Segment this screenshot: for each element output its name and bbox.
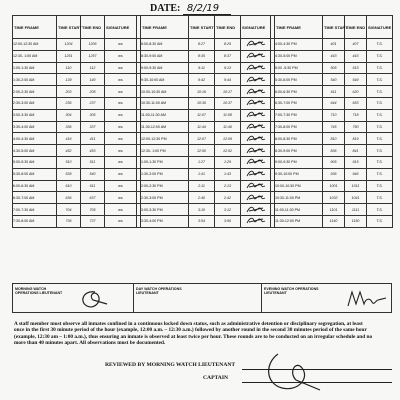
time-end-cell[interactable]: 2:42 (215, 192, 241, 204)
time-end-cell[interactable]: 620 (345, 86, 367, 98)
time-end-cell[interactable]: 9:13 (215, 62, 241, 74)
table-row (13, 97, 393, 109)
signature-cell[interactable]: ws (105, 62, 137, 74)
signature-cell[interactable]: ws (105, 204, 137, 216)
time-end-cell[interactable]: 411 (81, 133, 105, 145)
signature-cell[interactable] (241, 97, 271, 109)
initials-scribble (245, 193, 267, 202)
signature-cell[interactable] (241, 74, 271, 86)
time-start-cell[interactable]: 1:41 (189, 168, 215, 180)
time-frame-cell: 10:30-11:00 PM (275, 192, 323, 204)
date-label: DATE: (150, 3, 181, 14)
time-frame-cell: 5:30-6:00 AM (13, 168, 57, 180)
time-start-cell[interactable]: 1:27 (189, 156, 215, 168)
day-watch-box[interactable] (133, 284, 262, 312)
time-frame-cell: 11:00-11:30 AM (141, 109, 189, 121)
time-frame-cell: 7:00-7:30 PM (275, 109, 323, 121)
time-start-cell[interactable]: 636 (57, 192, 81, 204)
time-start-cell[interactable]: 510 (57, 156, 81, 168)
signature-cell[interactable] (241, 86, 271, 98)
time-end-cell[interactable]: 1206 (81, 39, 105, 51)
time-frame-cell: 8:00-8:30 AM (141, 39, 189, 51)
time-frame-cell: 8:00-8:30 PM (275, 133, 323, 145)
time-end-cell[interactable]: 718 (345, 109, 367, 121)
signature-cell[interactable]: ws (105, 156, 137, 168)
time-end-cell[interactable]: 2:13 (215, 180, 241, 192)
signature-cell[interactable]: T.S. (367, 133, 393, 145)
time-start-cell[interactable]: 1251 (57, 50, 81, 62)
time-frame-cell: 11:00-11:30 PM (275, 204, 323, 216)
signature-cell[interactable]: T.S. (367, 74, 393, 86)
table-row (13, 168, 393, 180)
watch-signature-row (12, 283, 392, 313)
time-end-cell[interactable]: 8:37 (215, 50, 241, 62)
time-start-cell[interactable]: 336 (57, 121, 81, 133)
time-frame-cell: 7:30-8:00 PM (275, 121, 323, 133)
signature-cell[interactable]: T.S. (367, 62, 393, 74)
time-frame-cell: 4:00-4:30 AM (13, 133, 57, 145)
time-frame-cell: 8:30-9:00 PM (275, 145, 323, 157)
signature-cell[interactable]: ws (105, 50, 137, 62)
initials-scribble (245, 63, 267, 72)
col-time-end: TIME END (215, 16, 241, 39)
time-start-cell[interactable]: 10:16 (189, 86, 215, 98)
time-end-cell[interactable]: 12:09 (215, 133, 241, 145)
time-frame-cell: 6:00-6:30 PM (275, 86, 323, 98)
date-value[interactable]: 8/2/19 (183, 3, 231, 15)
time-start-cell[interactable]: 1001 (323, 180, 345, 192)
signature-cell[interactable]: T.S. (367, 97, 393, 109)
time-end-cell[interactable]: 819 (345, 133, 367, 145)
initials-scribble (245, 110, 267, 119)
morning-signature-scribble (73, 286, 113, 312)
time-frame-cell: 11:30-12:00 AM (141, 121, 189, 133)
time-frame-cell: 2:00-2:30 PM (141, 180, 189, 192)
signature-cell[interactable] (241, 204, 271, 216)
col-time-end: TIME END (81, 16, 105, 39)
signature-cell[interactable]: ws (105, 215, 137, 227)
time-frame-cell: 6:30-7:00 AM (13, 192, 57, 204)
signature-cell[interactable]: ws (105, 109, 137, 121)
time-end-cell[interactable]: 653 (345, 97, 367, 109)
initials-scribble (245, 181, 267, 190)
table-row (13, 180, 393, 192)
time-end-cell[interactable]: 637 (81, 192, 105, 204)
time-frame-cell: 6:30-7:00 PM (275, 97, 323, 109)
signature-cell[interactable] (241, 145, 271, 157)
signature-cell[interactable] (241, 133, 271, 145)
time-start-cell[interactable]: 10:36 (189, 97, 215, 109)
time-frame-cell: 10:30-11:00 AM (141, 97, 189, 109)
time-end-cell[interactable]: 11:08 (215, 109, 241, 121)
time-start-cell[interactable]: 2:11 (189, 180, 215, 192)
time-end-cell[interactable]: 8:29 (215, 39, 241, 51)
signature-cell[interactable] (241, 39, 271, 51)
time-end-cell[interactable]: 1:29 (215, 156, 241, 168)
time-end-cell[interactable]: 750 (345, 121, 367, 133)
time-frame-cell: 1:30-2:00 AM (13, 74, 57, 86)
time-frame-cell: 4:00-4:30 PM (275, 39, 323, 51)
initials-scribble (245, 98, 267, 107)
col-time-start: TIME START (323, 16, 345, 39)
time-end-cell[interactable]: 305 (81, 109, 105, 121)
time-frame-cell: 1:30-2:00 PM (141, 168, 189, 180)
time-frame-cell: 5:00 -5:30 PM (275, 62, 323, 74)
time-start-cell[interactable]: 611 (323, 86, 345, 98)
time-start-cell[interactable]: 936 (323, 168, 345, 180)
time-start-cell[interactable]: 11:07 (189, 109, 215, 121)
time-frame-cell: 11:30-12:00 PM (275, 215, 323, 227)
time-end-cell[interactable]: 1041 (345, 192, 367, 204)
signature-cell[interactable] (241, 156, 271, 168)
time-frame-cell: 12:30- 1:00 AM (13, 50, 57, 62)
signature-cell[interactable]: ws (105, 145, 137, 157)
col-signature: SIGNATURE (105, 16, 137, 39)
initials-scribble (245, 51, 267, 60)
time-start-cell[interactable]: 539 (57, 168, 81, 180)
time-frame-cell: 9:30-10:00 PM (275, 168, 323, 180)
signature-cell[interactable]: T.S. (367, 86, 393, 98)
time-end-cell[interactable]: 12:52 (215, 145, 241, 157)
time-end-cell[interactable]: 1:43 (215, 168, 241, 180)
time-end-cell[interactable]: 3:12 (215, 204, 241, 216)
rounds-table-body (13, 39, 393, 228)
initials-scribble (245, 216, 267, 225)
time-start-cell[interactable]: 1032 (323, 192, 345, 204)
time-end-cell[interactable]: 841 (345, 145, 367, 157)
table-row (13, 145, 393, 157)
time-start-cell[interactable]: 12:07 (189, 133, 215, 145)
time-start-cell[interactable]: 9:42 (189, 74, 215, 86)
time-end-cell[interactable]: 9:44 (215, 74, 241, 86)
initials-scribble (245, 134, 267, 143)
time-end-cell[interactable]: 10:17 (215, 86, 241, 98)
time-frame-cell: 6:00-6:30 AM (13, 180, 57, 192)
time-end-cell[interactable]: 112 (81, 62, 105, 74)
time-start-cell[interactable]: 1140 (323, 215, 345, 227)
table-row (13, 215, 393, 227)
time-end-cell[interactable]: 443 (345, 50, 367, 62)
signature-cell[interactable]: ws (105, 192, 137, 204)
time-frame-cell: 3:00-3:30 AM (13, 109, 57, 121)
time-end-cell[interactable]: 611 (81, 180, 105, 192)
time-frame-cell: 10:00-10:30 AM (141, 86, 189, 98)
signature-cell[interactable]: T.S. (367, 192, 393, 204)
signature-cell[interactable]: T.S. (367, 204, 393, 216)
reviewer-signature-scribble (258, 350, 328, 394)
time-start-cell[interactable]: 1101 (323, 204, 345, 216)
col-time-frame: TIME FRAME (275, 16, 323, 39)
signature-cell[interactable] (241, 109, 271, 121)
initials-scribble (245, 157, 267, 166)
time-frame-cell: 3:00-3:30 PM (141, 204, 189, 216)
signature-cell[interactable]: ws (105, 39, 137, 51)
time-frame-cell: 9:30-10:00 AM (141, 74, 189, 86)
evening-watch-label: EVENING WATCH OPERATIONS LIEUTENANT (264, 287, 319, 296)
col-time-start: TIME START (57, 16, 81, 39)
time-frame-cell: 12:00-12:30 PM (141, 133, 189, 145)
initials-scribble (245, 205, 267, 214)
time-frame-cell: 3:30-4:00 PM (141, 215, 189, 227)
time-frame-cell: 8:30-9:00 AM (141, 50, 189, 62)
time-start-cell[interactable]: 1204 (57, 39, 81, 51)
time-start-cell[interactable]: 905 (323, 156, 345, 168)
signature-cell[interactable] (241, 168, 271, 180)
time-start-cell[interactable]: 736 (57, 215, 81, 227)
signature-cell[interactable]: T.S. (367, 215, 393, 227)
table-row (13, 204, 393, 216)
table-row (13, 39, 393, 51)
time-start-cell[interactable]: 836 (323, 145, 345, 157)
time-frame-cell: 4:30-5:00 PM (275, 50, 323, 62)
signature-cell[interactable]: ws (105, 168, 137, 180)
time-start-cell[interactable]: 610 (57, 180, 81, 192)
time-start-cell[interactable]: 236 (57, 97, 81, 109)
table-row (13, 74, 393, 86)
signature-cell[interactable]: T.S. (367, 156, 393, 168)
rounds-table (12, 15, 393, 228)
time-start-cell[interactable]: 12:50 (189, 145, 215, 157)
time-start-cell[interactable]: 2:40 (189, 192, 215, 204)
time-end-cell[interactable]: 453 (81, 145, 105, 157)
time-start-cell[interactable]: 745 (323, 121, 345, 133)
signature-cell[interactable] (241, 215, 271, 227)
time-end-cell[interactable]: 515 (345, 62, 367, 74)
time-frame-cell: 9:00-9:30 PM (275, 156, 323, 168)
table-row (13, 192, 393, 204)
time-start-cell[interactable]: 9:11 (189, 62, 215, 74)
time-end-cell[interactable]: 1011 (345, 180, 367, 192)
time-frame-cell: 3:30-4:00 AM (13, 121, 57, 133)
time-start-cell[interactable]: 704 (57, 204, 81, 216)
time-end-cell[interactable]: 1150 (345, 215, 367, 227)
signature-cell[interactable]: ws (105, 121, 137, 133)
time-end-cell[interactable]: 511 (81, 156, 105, 168)
time-start-cell[interactable]: 3:54 (189, 215, 215, 227)
initials-scribble (245, 146, 267, 155)
signature-cell[interactable]: ws (105, 133, 137, 145)
day-watch-label: DAY WATCH OPERATIONS LIEUTENANT (136, 287, 182, 296)
time-frame-cell: 12:00-12:30 AM (13, 39, 57, 51)
time-end-cell[interactable]: 337 (81, 121, 105, 133)
time-end-cell[interactable]: 737 (81, 215, 105, 227)
time-start-cell[interactable]: 8:27 (189, 39, 215, 51)
table-row (13, 156, 393, 168)
time-frame-cell: 5:30-6:00 PM (275, 74, 323, 86)
initials-scribble (245, 169, 267, 178)
evening-signature-scribble (346, 288, 388, 310)
initials-scribble (245, 39, 267, 48)
time-end-cell[interactable]: 540 (81, 168, 105, 180)
table-row (13, 86, 393, 98)
time-start-cell[interactable]: 203 (57, 86, 81, 98)
time-start-cell[interactable]: 110 (57, 62, 81, 74)
time-frame-cell: 12:30- 1:00 PM (141, 145, 189, 157)
time-start-cell[interactable]: 304 (57, 109, 81, 121)
time-end-cell[interactable]: 1111 (345, 204, 367, 216)
time-start-cell[interactable]: 416 (57, 133, 81, 145)
reviewed-by-label: REVIEWED BY MORNING WATCH LIEUTENANT (105, 362, 236, 368)
signature-cell[interactable]: ws (105, 74, 137, 86)
time-frame-cell: 7:00-7:30 AM (13, 204, 57, 216)
time-end-cell[interactable]: 205 (81, 86, 105, 98)
time-frame-cell: 1:00-1:30 PM (141, 156, 189, 168)
signature-cell[interactable] (241, 50, 271, 62)
signature-cell[interactable] (241, 192, 271, 204)
time-end-cell[interactable]: 1257 (81, 50, 105, 62)
time-end-cell[interactable]: 946 (345, 168, 367, 180)
time-frame-cell: 2:00-2:30 AM (13, 86, 57, 98)
signature-cell[interactable]: ws (105, 97, 137, 109)
col-signature: SIGNATURE (241, 16, 271, 39)
table-row (13, 62, 393, 74)
col-time-start: TIME START (189, 16, 215, 39)
table-row (13, 121, 393, 133)
signature-cell[interactable]: T.S. (367, 180, 393, 192)
instructions-text: A staff member must observe all inmates confined in a continuous locked down status, such as administrative detention or disciplinary segregation, at least once in the first 30 minute period of the hour (example, 12:00 a.m. – 12:30 a.m.) followed by another round in the second 30 minutes period of the same hour (example, 12:30 am – 1:00 a.m.), thus ensuring an inmate is observed at least twice per hour. These rounds are to be conducted on an irregular schedule and no more than 40 minutes apart. All observations must be documented. (14, 321, 373, 347)
time-start-cell[interactable]: 139 (57, 74, 81, 86)
time-end-cell[interactable]: 407 (345, 39, 367, 51)
signature-cell[interactable]: T.S. (367, 50, 393, 62)
time-frame-cell: 10:00-10:30 PM (275, 180, 323, 192)
time-frame-cell: 7:30-8:00 AM (13, 215, 57, 227)
table-row (13, 133, 393, 145)
morning-watch-box[interactable] (13, 284, 133, 312)
signature-cell[interactable]: T.S. (367, 145, 393, 157)
time-start-cell[interactable]: 443 (323, 50, 345, 62)
signature-cell[interactable] (241, 62, 271, 74)
time-start-cell[interactable]: 401 (323, 39, 345, 51)
time-start-cell[interactable]: 11:44 (189, 121, 215, 133)
date-header (150, 3, 231, 15)
time-frame-cell: 9:00-9:30 AM (141, 62, 189, 74)
time-frame-cell: 1:00-1:30 AM (13, 62, 57, 74)
time-start-cell[interactable]: 452 (57, 145, 81, 157)
time-end-cell[interactable]: 11:46 (215, 121, 241, 133)
initials-scribble (245, 87, 267, 96)
time-frame-cell: 2:30-3:00 AM (13, 97, 57, 109)
signature-cell[interactable] (241, 180, 271, 192)
time-end-cell[interactable]: 549 (345, 74, 367, 86)
evening-watch-box[interactable] (261, 284, 392, 312)
time-end-cell[interactable]: 10:37 (215, 97, 241, 109)
signature-cell[interactable]: ws (105, 180, 137, 192)
time-start-cell[interactable]: 810 (323, 133, 345, 145)
signature-cell[interactable]: T.S. (367, 121, 393, 133)
time-end-cell[interactable]: 3:56 (215, 215, 241, 227)
captain-signature-line[interactable] (242, 382, 392, 383)
time-end-cell[interactable]: 140 (81, 74, 105, 86)
time-start-cell[interactable]: 540 (323, 74, 345, 86)
table-row (13, 109, 393, 121)
col-time-frame: TIME FRAME (13, 16, 57, 39)
time-end-cell[interactable]: 705 (81, 204, 105, 216)
time-end-cell[interactable]: 237 (81, 97, 105, 109)
time-start-cell[interactable]: 505 (323, 62, 345, 74)
morning-watch-label: MORNING WATCH OPERATIONS LIEUTENANT (15, 287, 63, 296)
signature-cell[interactable]: T.S. (367, 109, 393, 121)
time-start-cell[interactable]: 644 (323, 97, 345, 109)
col-time-frame: TIME FRAME (141, 16, 189, 39)
col-time-end: TIME END (345, 16, 367, 39)
time-frame-cell: 4:30-5:00 AM (13, 145, 57, 157)
signature-cell[interactable]: T.S. (367, 168, 393, 180)
time-frame-cell: 5:00-5:30 AM (13, 156, 57, 168)
col-signature: SIGNATURE (367, 16, 393, 39)
signature-cell[interactable]: T.S. (367, 39, 393, 51)
initials-scribble (245, 122, 267, 131)
signature-cell[interactable]: ws (105, 86, 137, 98)
table-header-row (13, 16, 393, 39)
time-start-cell[interactable]: 8:35 (189, 50, 215, 62)
time-end-cell[interactable]: 915 (345, 156, 367, 168)
initials-scribble (245, 75, 267, 84)
time-start-cell[interactable]: 710 (323, 109, 345, 121)
time-start-cell[interactable]: 3:10 (189, 204, 215, 216)
table-row (13, 50, 393, 62)
captain-label: CAPTAIN (203, 375, 229, 381)
signature-cell[interactable] (241, 121, 271, 133)
time-frame-cell: 2:30-3:00 PM (141, 192, 189, 204)
